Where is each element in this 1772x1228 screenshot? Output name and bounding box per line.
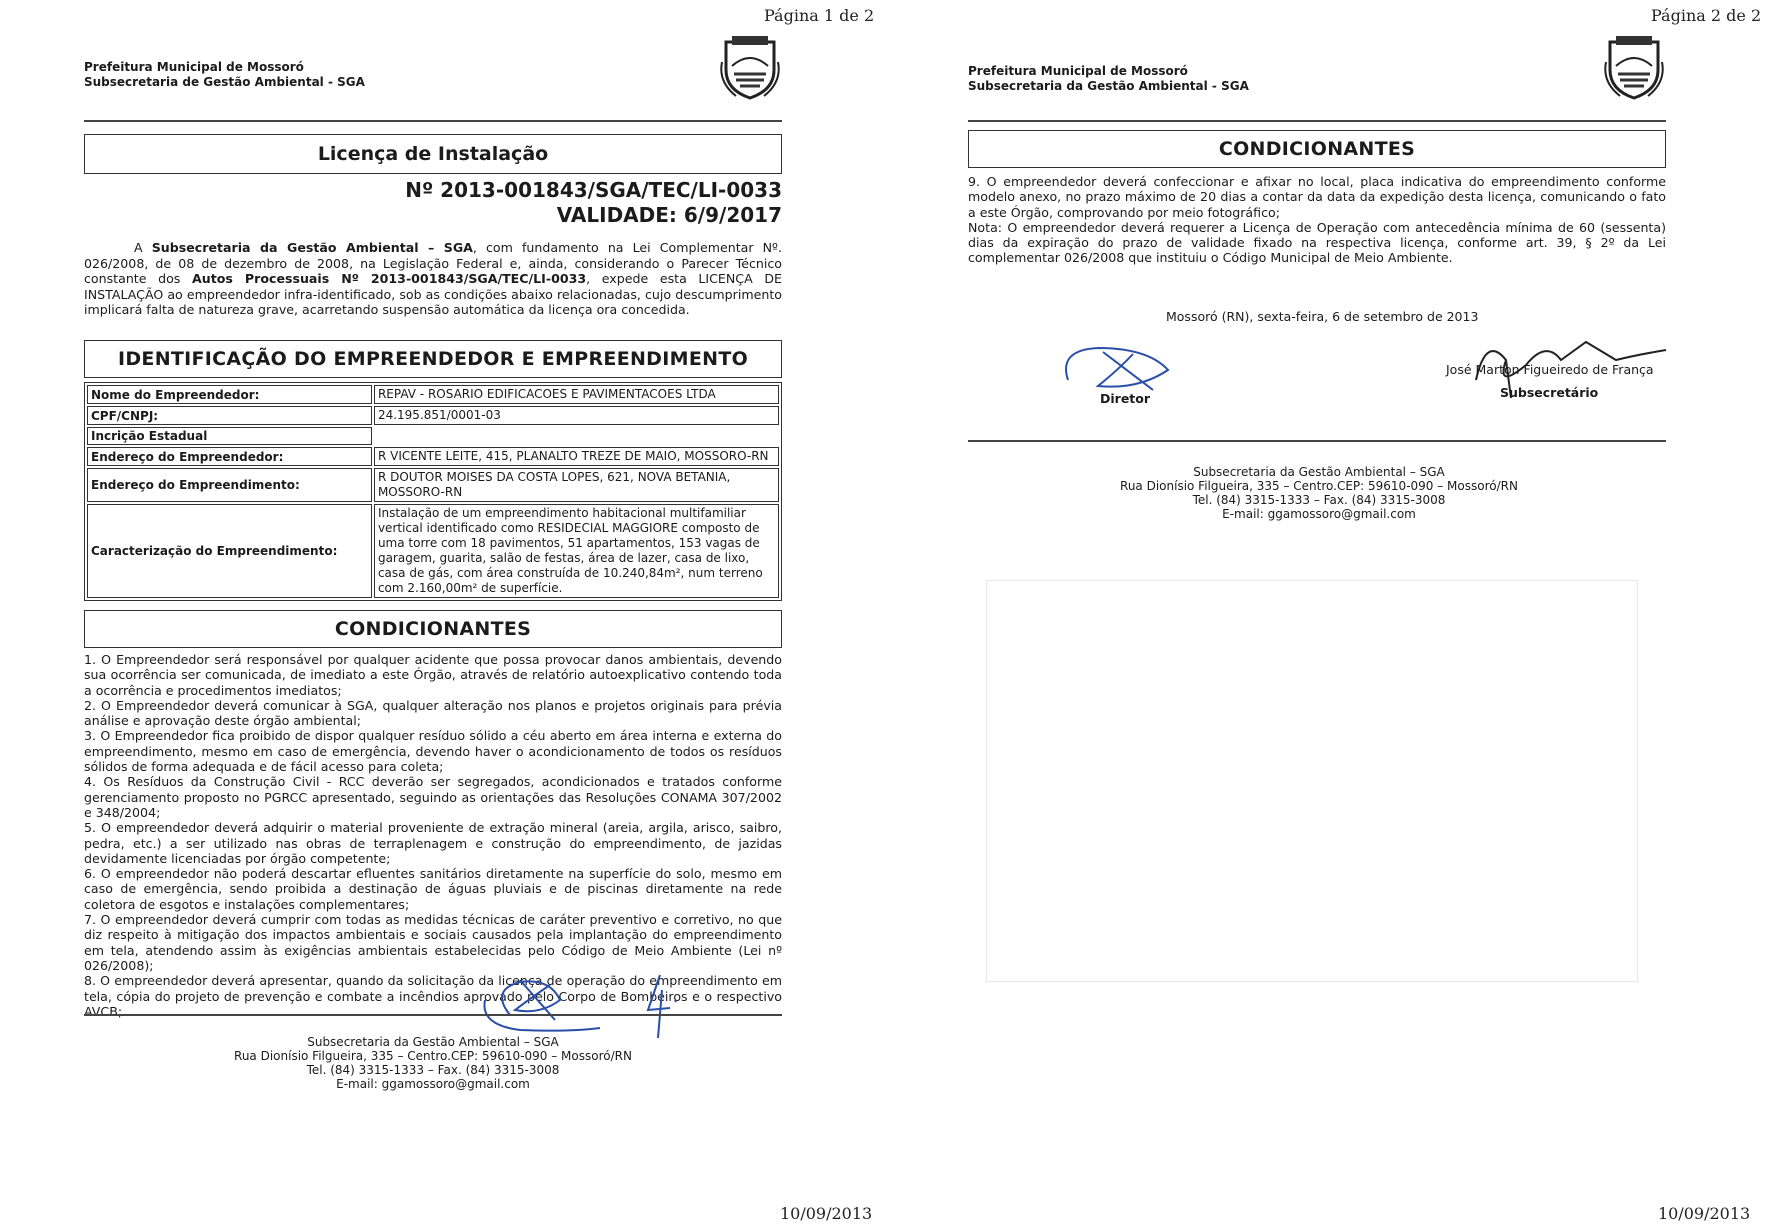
- condition-item: 6. O empreendedor não poderá descartar efluentes sanitários diretamente na superfície do solo, mesmo em caso de emergência, sendo proibida a destinação de águas pluviais e de piscinas diretamente na rede coletora de esgotos e instalações complementares;: [84, 866, 782, 912]
- condition-item: 8. O empreendedor deverá apresentar, quando da solicitação da licença de operação do empreendimento em tela, cópia do projeto de prevenção e combate a incêndios aprovado pelo Corpo de Bombeiros e o respectivo AVCB;: [84, 973, 782, 1019]
- footer-divider: [84, 1014, 782, 1016]
- field-label: Incrição Estadual: [87, 427, 372, 445]
- license-number: Nº 2013-001843/SGA/TEC/LI-0033: [405, 178, 782, 202]
- intro-text-1: A: [134, 240, 152, 255]
- conditions-list: [84, 652, 782, 1019]
- field-value: REPAV - ROSARIO EDIFICACOES E PAVIMENTACOES LTDA: [374, 385, 779, 404]
- condition-item: 2. O Empreendedor deverá comunicar à SGA, qualquer alteração nos planos e projetos originais para prévia análise e aprovação deste órgão ambiental;: [84, 697, 782, 729]
- conditions-title: CONDICIONANTES: [968, 130, 1666, 168]
- table-row: [87, 504, 779, 598]
- header-line-2: Subsecretaria da Gestão Ambiental - SGA: [968, 79, 1249, 93]
- condition-item: 5. O empreendedor deverá adquirir o material proveniente de extração mineral (areia, argila, arisco, saibro, pedra, etc.) a ser utilizado nas obras de terraplenagem e construção do empreendimento, de jazidas devidamente licenciadas por órgão competente;: [84, 820, 782, 866]
- header-divider: [84, 120, 782, 122]
- footer-line: Tel. (84) 3315-1333 – Fax. (84) 3315-3008: [306, 1063, 560, 1077]
- page-number: Página 1 de 2: [764, 6, 875, 25]
- print-date: 10/09/2013: [1658, 1204, 1751, 1223]
- condition-item: 3. O Empreendedor fica proibido de dispor qualquer resíduo sólido a céu aberto em área interna e externa do empreendimento, mesmo em caso de emergência, devendo haver o acondicionamento de todos os resíduos sólidos de forma adequada e de fácil acesso para coleta;: [84, 728, 782, 775]
- header-line-2: Subsecretaria de Gestão Ambiental - SGA: [84, 75, 365, 89]
- condition-item: 9. O empreendedor deverá confeccionar e afixar no local, placa indicativa do empreendimento conforme modelo anexo, no prazo máximo de 20 dias a contar da data da expedição desta licença, comunicando o fato a este Órgão, comprovando por meio fotográfico;: [968, 174, 1666, 220]
- footer-divider: [968, 440, 1666, 442]
- table-row: [87, 406, 779, 425]
- footer-line: Subsecretaria da Gestão Ambiental – SGA: [1193, 465, 1445, 479]
- identification-title: IDENTIFICAÇÃO DO EMPREENDEDOR E EMPREENDIMENTO: [84, 340, 782, 378]
- initials-signatures: [480, 970, 700, 1040]
- intro-paragraph: [84, 240, 782, 318]
- condition-item: 4. Os Resíduos da Construção Civil - RCC deverão ser segregados, acondicionados e tratados conforme gerenciamento proposto no PGRCC apresentado, seguindo as orientações das Resoluções CONAMA 307/2002 e 348/2004;: [84, 774, 782, 820]
- footer-line: Subsecretaria da Gestão Ambiental – SGA: [307, 1035, 559, 1049]
- table-row: [87, 427, 779, 445]
- conditions-title: CONDICIONANTES: [84, 610, 782, 648]
- intro-text-2: , com fundamento na Lei Complementar Nº. 026/2008, de 08 de dezembro de 2008, na Legislação Federal e, ainda, considerando o Parecer Técnico constante dos: [84, 240, 782, 286]
- intro-bold-2: Autos Processuais Nº 2013-001843/SGA/TEC/LI-0033: [192, 271, 587, 286]
- table-row: [87, 447, 779, 466]
- conditions-list: [968, 174, 1666, 266]
- letterhead: [84, 60, 365, 90]
- field-label: Endereço do Empreendedor:: [87, 447, 372, 466]
- page-number: Página 2 de 2: [1651, 6, 1762, 25]
- license-validity: VALIDADE: 6/9/2017: [556, 203, 782, 227]
- place-date: Mossoró (RN), sexta-feira, 6 de setembro de 2013: [1166, 309, 1479, 324]
- field-label: Endereço do Empreendimento:: [87, 468, 372, 502]
- header-line-1: Prefeitura Municipal de Mossoró: [84, 60, 304, 74]
- subsecretary-name: José Marton Figueiredo de França: [1446, 362, 1654, 377]
- license-title: Licença de Instalação: [84, 134, 782, 174]
- print-date: 10/09/2013: [780, 1204, 873, 1223]
- header-line-1: Prefeitura Municipal de Mossoró: [968, 64, 1188, 78]
- footer-email: E-mail: ggamossoro@gmail.com: [336, 1077, 530, 1091]
- footer-line: Tel. (84) 3315-1333 – Fax. (84) 3315-3008: [1192, 493, 1446, 507]
- condition-item: 7. O empreendedor deverá cumprir com todas as medidas técnicas de caráter preventivo e corretivo, no que diz respeito à mitigação dos impactos ambientais e sociais causados pela implantação do empreendimento em tela, atendendo assim às exigências ambientais estabelecidas pelo Código de Meio Ambiente (Lei nº 026/2008);: [84, 912, 782, 973]
- header-divider: [968, 120, 1666, 122]
- field-label: Nome do Empreendedor:: [87, 385, 372, 404]
- condition-note: Nota: O empreendedor deverá requerer a Licença de Operação com antecedência mínima de 60 (sessenta) dias da expiração do prazo de validade fixado na respectiva licença, conforme art. 39, § 2º da Lei complementar 026/2008 que instituiu o Código Municipal de Meio Ambiente.: [968, 219, 1666, 266]
- intro-text-3: , expede esta LICENÇA DE INSTALAÇÃO ao empreendedor infra-identificado, sob as condições abaixo relacionadas, cujo descumprimento implicará falta de natureza grave, acarretando suspensão automática da licença ora concedida.: [84, 271, 782, 317]
- city-crest-logo: [718, 32, 782, 102]
- intro-bold-1: Subsecretaria da Gestão Ambiental – SGA: [151, 240, 473, 255]
- subsecretary-role: Subsecretário: [1500, 385, 1599, 400]
- field-value: 24.195.851/0001-03: [374, 406, 779, 425]
- letterhead: [968, 64, 1249, 94]
- field-value: [374, 427, 779, 445]
- city-crest-logo: [1602, 32, 1666, 102]
- field-value: R DOUTOR MOISES DA COSTA LOPES, 621, NOVA BETANIA, MOSSORO-RN: [374, 468, 779, 502]
- footer: [200, 1035, 666, 1091]
- field-label: Caracterização do Empreendimento:: [87, 504, 372, 598]
- field-label: CPF/CNPJ:: [87, 406, 372, 425]
- identification-table: [84, 382, 782, 601]
- table-row: [87, 468, 779, 502]
- page-2: [886, 0, 1772, 1228]
- director-role: Diretor: [1100, 391, 1151, 406]
- field-value: Instalação de um empreendimento habitacional multifamiliar vertical identificado como RESIDECIAL MAGGIORE composto de uma torre com 18 pavimentos, 51 apartamentos, 153 vagas de garagem, guarita, salão de festas, área de lazer, casa de lixo, casa de gás, com área construída de 10.240,84m², num terreno com 2.160,00m² de superfície.: [374, 504, 779, 598]
- footer-line: Rua Dionísio Filgueira, 335 – Centro.CEP: 59610-090 – Mossoró/RN: [234, 1049, 632, 1063]
- field-value: R VICENTE LEITE, 415, PLANALTO TREZE DE MAIO, MOSSORO-RN: [374, 447, 779, 466]
- footer-email: E-mail: ggamossoro@gmail.com: [1222, 507, 1416, 521]
- footer: [1086, 465, 1552, 521]
- table-row: [87, 385, 779, 404]
- condition-item: 1. O Empreendedor será responsável por qualquer acidente que possa provocar danos ambientais, devendo sua ocorrência ser comunicada, de imediato a este Órgão, através de relatório autoexplicativo contendo toda a ocorrência e procedimentos imediatos;: [84, 652, 782, 698]
- footer-line: Rua Dionísio Filgueira, 335 – Centro.CEP: 59610-090 – Mossoró/RN: [1120, 479, 1518, 493]
- bleed-through-shadow: [986, 580, 1638, 982]
